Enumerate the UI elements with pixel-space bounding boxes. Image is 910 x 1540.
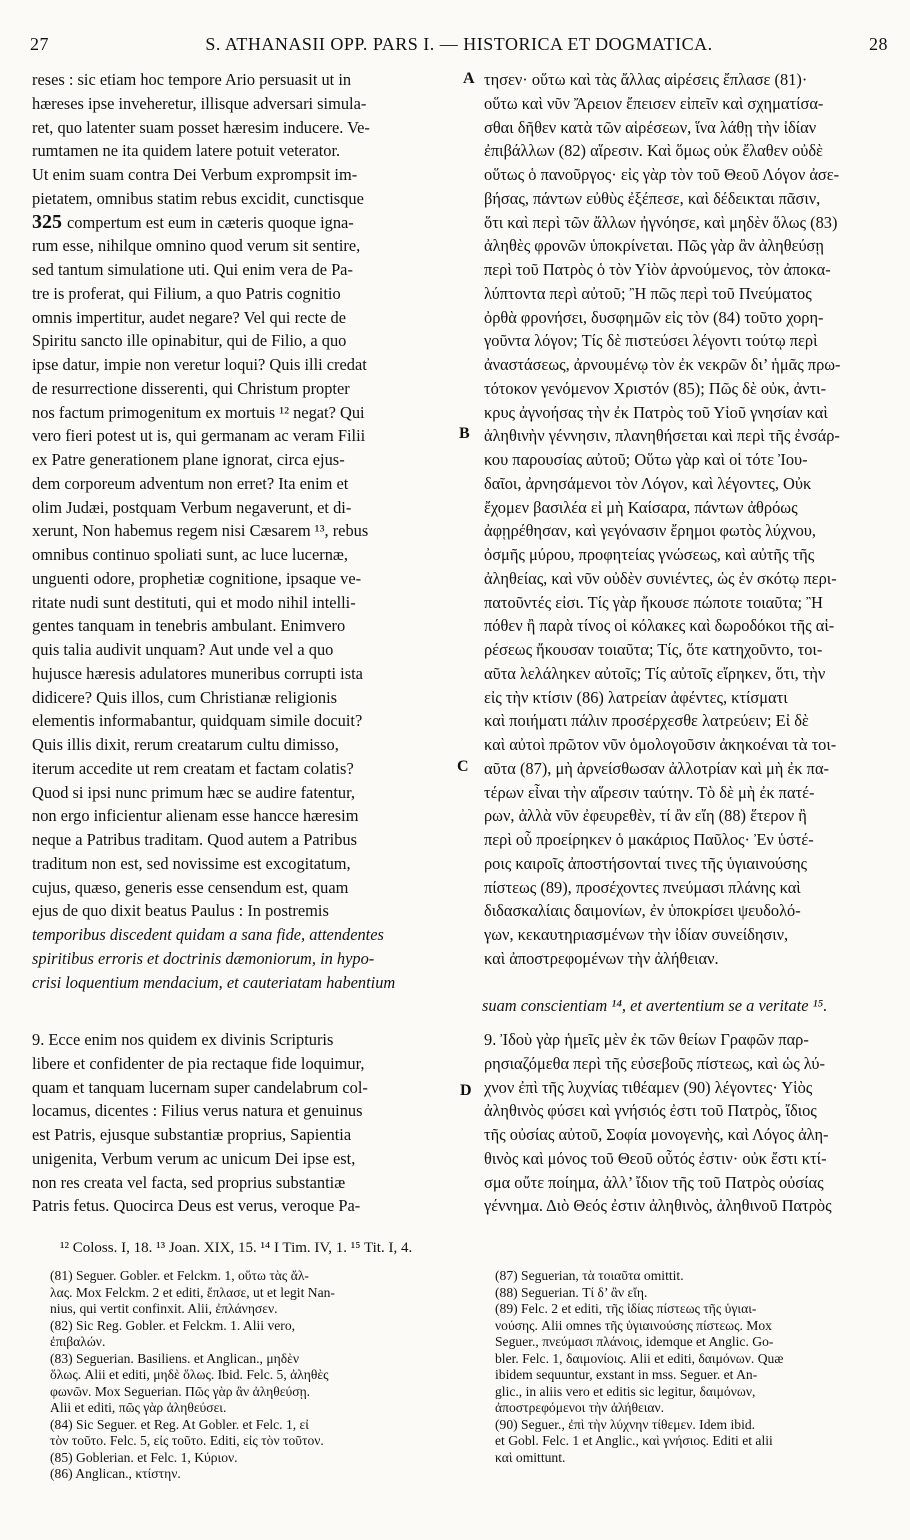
note-line: ὅλως. Alii et editi, μηδὲ ὅλως. Ibid. Felc. 5, ἀληθὲς (50, 1367, 329, 1382)
running-title: S. ATHANASII OPP. PARS I. — HISTORICA ET DOGMATICA. (205, 34, 713, 54)
latin-text-line: de resurrectione disserenti, qui Christum propter (32, 378, 350, 398)
greek-section-line: χνον ἐπὶ τῆς λυχνίας τιθέαμεν (90) λέγοντες· Υἱὸς (484, 1077, 813, 1097)
greek-text-line: κρυς ἀγνοήσας τὴν ἐκ Πατρὸς τοῦ Υἱοῦ γνησίαν καὶ (484, 402, 828, 422)
latin-text-line: cujus, quæso, generis esse censendum est, quam (32, 877, 349, 897)
critical-notes-right (495, 1268, 895, 1466)
greek-text-line: κου παρουσίας αὐτοῦ; Οὕτω γὰρ καὶ οἱ τότε Ἰου- (484, 450, 808, 469)
note-line: glic., in aliis vero et editis sic legitur, δαιμόνων, (495, 1383, 756, 1399)
latin-text-line: Quod si ipsi nunc primum hæc se audire fatentur, (32, 782, 355, 802)
latin-text-line: hujusce hæresis adulatores muneribus corrupti ista (32, 663, 363, 683)
greek-text-line: τησεν· οὕτω καὶ τὰς ἄλλας αἱρέσεις ἔπλασε (81)· (484, 70, 808, 89)
latin-text-line: temporibus discedent quidam a sana fide, attendentes (32, 925, 384, 944)
note-line: λας. Mox Felckm. 2 et editi, ἔπλασε, ut et legit Nan- (50, 1284, 335, 1300)
greek-text-line: διδασκαλίαις δαιμονίων, ἐν ὑποκρίσει ψευδολό- (484, 901, 801, 921)
latin-text-line: ret, quo latenter suam posset hæresim inducere. Ve- (32, 117, 370, 137)
latin-text-line: omnibus continuo spoliati sunt, ac luce lucernæ, (32, 545, 348, 564)
greek-section-9 (484, 1028, 884, 1218)
greek-text-line: ἀληθείας, καὶ νῦν οὐδὲν συνιέντες, ὡς ἐν σκότῳ περι- (484, 568, 837, 588)
greek-section-line: ἀληθινὸς φύσει καὶ γνήσιός ἐστι τοῦ Πατρὸς, ἴδιος (484, 1101, 817, 1121)
latin-text-line: 325 compertum est eum in cæteris quoque igna- (32, 210, 354, 233)
note-line: et Gobl. Felc. 1 et Anglic., καὶ γνήσιος. Editi et alii (495, 1433, 773, 1448)
latin-text-line: quis talia audivit unquam? Aut unde vel a quo (32, 640, 334, 659)
greek-text-line: περὶ τοῦ Πατρὸς ὁ τὸν Υἱὸν ἀρνούμενος, τὸν ἀποκα- (484, 260, 831, 279)
latin-text-line: rum esse, nihilque omnino quod verum sit sentire, (32, 236, 361, 256)
latin-text-line: neque a Patribus traditam. Quod autem a Patribus (32, 830, 358, 849)
greek-text-line: πατοῦντές εἰσι. Τίς γὰρ ἤκουσε πώποτε τοιαῦτα; Ἢ (484, 592, 823, 612)
note-line: (81) Seguer. Gobler. et Felckm. 1, οὕτω τὰς ἄλ- (50, 1268, 309, 1283)
greek-text-line: ἀφῃρέθησαν, καὶ γεγόνασιν ἔρημοι φωτὸς λύχνου, (484, 521, 816, 541)
latin-section-9 (32, 1028, 457, 1218)
greek-text-line: περὶ οὗ προείρηκεν ὁ μακάριος Παῦλος· Ἐν ὑστέ- (484, 830, 814, 849)
latin-text-line: iterum accedite ut rem creatam et factam colatis? (32, 758, 354, 778)
note-line: τὸν τοῦτο. Felc. 5, εἰς τοῦτο. Editi, εἰς τὸν τοῦτον. (50, 1433, 324, 1448)
latin-text-line: ex Patre generationem plane ignorat, circa ejus- (32, 450, 345, 469)
latin-text-line: reses : sic etiam hoc tempore Ario persuasit ut in (32, 70, 352, 89)
latin-text-line: didicere? Quis illos, cum Christianæ religionis (32, 687, 338, 707)
greek-text-line: ρων, ἀλλὰ νῦν ἐφευρεθὲν, τί ἂν εἴη (88) ἕτερον ἢ (484, 806, 807, 826)
note-line: Seguer., πνεύμασι πλάνοις, idemque et Anglic. Go- (495, 1334, 774, 1349)
latin-text-line: Ut enim suam contra Dei Verbum exprompsit im- (32, 165, 358, 184)
greek-text-line: οὕτω καὶ νῦν Ἄρειον ἔπεισεν εἰπεῖν καὶ σχηματίσα- (484, 93, 824, 113)
greek-text-line: λύπτοντα περὶ αὐτοῦ; Ἢ πῶς περὶ τοῦ Πνεύματος (484, 283, 812, 303)
greek-section-line: ρησιαζόμεθα περὶ τῆς εὐσεβοῦς πίστεως, καὶ ὡς λύ- (484, 1053, 826, 1073)
greek-text-line: καὶ ἀποστρεφομένων τὴν ἀλήθειαν. (484, 948, 719, 968)
note-line: ἐπιβαλών. (50, 1334, 106, 1349)
margin-letter-b: B (459, 425, 470, 442)
note-line: (83) Seguerian. Basiliens. et Anglican., μηδὲν (50, 1350, 299, 1366)
column-number: 325 (32, 210, 67, 233)
greek-section-line: σμα οὔτε ποίημα, ἀλλ’ ἴδιον τῆς τοῦ Πατρὸς οὐσίας (484, 1172, 824, 1192)
latin-text-line: pietatem, omnibus statim rebus excidit, cunctisque (32, 188, 364, 208)
greek-column (484, 68, 884, 971)
latin-tail-line: suam conscientiam ¹⁴, et avertentium se a veritate ¹⁵. (482, 996, 828, 1016)
note-line: (88) Seguerian. Τί δ’ ἂν εἴη. (495, 1284, 648, 1300)
note-line: (84) Sic Seguer. et Reg. At Gobler. et Felc. 1, εἰ (50, 1416, 309, 1432)
latin-section-line: locamus, dicentes : Filius verus natura et genuinus (32, 1101, 363, 1121)
latin-section-line: quam et tanquam lucernam super candelabrum col- (32, 1077, 368, 1097)
greek-text-line: πίστεως (89), προσέχοντες πνεύμασι πλάνης καὶ (484, 877, 801, 897)
latin-text-line: unguenti odore, prophetiæ cognitione, ipsaque ve- (32, 568, 362, 588)
latin-text-line: Quis illis dixit, rerum creatarum cultu dimisso, (32, 735, 339, 754)
greek-text-line: ἔχομεν βασιλέα εἰ μὴ Καίσαρα, πάντων ἀθρόως (484, 497, 798, 517)
latin-text-line: olim Judæi, postquam Verbum negaverunt, et di- (32, 497, 352, 517)
latin-text-line: nos factum primogenitum ex mortuis ¹² negat? Qui (32, 402, 365, 422)
note-line: ἀποστρεφόμενοι τὴν ἀλήθειαν. (495, 1400, 665, 1415)
note-line: (86) Anglican., κτίστην. (50, 1466, 181, 1481)
latin-text-line: xerunt, Non habemus regem nisi Cæsarem ¹³, rebus (32, 521, 369, 541)
latin-text-line: Spiritu sancto ille opinabitur, qui de Filio, a quo (32, 331, 347, 351)
greek-text-line: τότοκον γενόμενον Χριστόν (85); Πῶς δὲ οὐκ, ἀντι- (484, 378, 827, 398)
note-line: (89) Felc. 2 et editi, τῆς ἰδίας πίστεως τῆς ὑγιαι- (495, 1301, 757, 1316)
latin-text-line: gentes tanquam in tenebris ambulant. Enimvero (32, 616, 346, 636)
scripture-references: ¹² Coloss. I, 18. ¹³ Joan. XIX, 15. ¹⁴ I Tim. IV, 1. ¹⁵ Tit. I, 4. (60, 1240, 413, 1256)
greek-text-line: τέρων εἶναι τὴν αἵρεσιν ταύτην. Τὸ δὲ μὴ ἐκ πατέ- (484, 782, 815, 802)
greek-section-line: θινὸς καὶ μόνος τοῦ Θεοῦ οὗτός ἐστιν· οὐκ ἔστι κτί- (484, 1148, 827, 1168)
note-line: ibidem sequuntur, exstant in mss. Seguer. et An- (495, 1367, 758, 1382)
greek-text-line: ἀληθινὴν γέννησιν, πλανηθήσεται καὶ περὶ τῆς ἐνσάρ- (484, 426, 840, 446)
greek-text-line: ὅτι καὶ περὶ τῶν ἄλλων ἠγνόησε, καὶ μηδὲν ὅλως (83) (484, 212, 838, 232)
latin-section-line: libere et confidenter de pia rectaque fide loquimur, (32, 1053, 365, 1073)
note-line: nius, qui vertit confinxit. Alii, ἐπλάνησεν. (50, 1301, 278, 1316)
greek-text-line: οὕτως ὁ πανοῦργος· εἰς γὰρ τὸν τοῦ Θεοῦ Λόγον ἀσε- (484, 165, 840, 184)
greek-text-line: ὀρθὰ φρονήσει, δυσφημῶν εἰς τὸν (84) τοῦτο χορη- (484, 307, 824, 327)
latin-text-line: hæreses ipse inveheretur, illisque adversari simula- (32, 93, 367, 113)
latin-text-line: dem corporeum adventum non erret? Ita enim et (32, 473, 349, 493)
greek-text-line: πόθεν ἢ παρὰ τίνος οἱ κόλακες καὶ δωροδόκοι τῆς αἱ- (484, 616, 835, 636)
latin-section-line: non res creata vel facta, sed proprius substantiæ (32, 1172, 346, 1192)
latin-section-line: unigenita, Verbum verum ac unicum Dei ipse est, (32, 1148, 356, 1168)
note-line: bler. Felc. 1, δαιμονίοις. Alii et editi, δαιμόνων. Quæ (495, 1350, 784, 1366)
latin-text-line: elementis informabantur, quidquam simile docuit? (32, 711, 363, 731)
latin-section-line: est Patris, ejusque substantiæ proprius, Sapientia (32, 1125, 352, 1144)
greek-section-line: 9. Ἰδοὺ γὰρ ἡμεῖς μὲν ἐκ τῶν θείων Γραφῶν παρ- (484, 1030, 809, 1049)
latin-text-line: ritate nudi sunt destituti, qui et modo nihil intelli- (32, 592, 356, 612)
note-line: νούσης. Alii omnes τῆς ὑγιαινούσης πίστεως. Mox (495, 1317, 772, 1333)
latin-text-line: rumtamen ne ita quidem latere potuit veterator. (32, 141, 341, 161)
note-line: φωνῶν. Mox Seguerian. Πῶς γὰρ ἂν ἀληθεύσῃ. (50, 1383, 311, 1399)
greek-text-line: αῦτα λελάληκεν αὐτοῖς; Τίς αὐτοῖς εἴρηκεν, ὅτι, τὴν (484, 663, 826, 683)
greek-text-line: γοῦντα λόγον; Τίς δὲ πιστεύσει λέγοντι τούτῳ περὶ (484, 331, 818, 351)
note-line: (82) Sic Reg. Gobler. et Felckm. 1. Alii vero, (50, 1317, 296, 1333)
left-page-number: 27 (30, 34, 49, 54)
greek-section-line: γέννημα. Διὸ Θεός ἐστιν ἀληθινὸς, ἀληθινοῦ Πατρὸς (484, 1196, 832, 1216)
greek-text-line: γων, κεκαυτηριασμένων τὴν ἰδίαν συνείδησιν, (484, 925, 789, 944)
greek-text-line: αῦτα (87), μὴ ἀρνείσθωσαν ἀλλοτρίαν καὶ μὴ ἐκ πα- (484, 758, 829, 778)
note-line: Alii et editi, πῶς γὰρ ἀληθεύσει. (50, 1400, 227, 1415)
note-line: (90) Seguer., ἐπὶ τὴν λύχνην τίθεμεν. Idem ibid. (495, 1416, 756, 1432)
greek-text-line: ἀναστάσεως, ἀρνουμένῳ τὸν ἐκ νεκρῶν δι’ ἡμᾶς πρω- (484, 355, 841, 374)
latin-text-line: sed tantum simulatione uti. Qui enim vera de Pa- (32, 260, 353, 279)
margin-letter-a: A (463, 70, 475, 87)
greek-text-line: ἀληθὲς φρονῶν ὑποκρίνεται. Πῶς γὰρ ἂν ἀληθεύσῃ (484, 236, 824, 256)
greek-section-line: τῆς οὐσίας αὐτοῦ, Σοφία μονογενὴς, καὶ Λόγος ἀλη- (484, 1125, 829, 1144)
greek-text-line: δαῖοι, ἀρνησάμενοι τὸν Λόγον, καὶ λέγοντες, Οὐκ (484, 473, 812, 493)
latin-section-line: 9. Ecce enim nos quidem ex divinis Scripturis (32, 1030, 334, 1049)
latin-text-line: ipse datur, impie non veretur loqui? Quis illi credat (32, 355, 367, 374)
latin-section-line: Patris fetus. Quocirca Deus est verus, veroque Pa- (32, 1196, 361, 1216)
greek-text-line: εἰς τὴν κτίσιν (86) λατρείαν ἀφέντες, κτίσματι (484, 687, 788, 707)
latin-text-line: spiritibus erroris et doctrinis dæmoniorum, in hypo- (32, 948, 375, 968)
greek-text-line: ρέσεως ἤκουσαν τοιαῦτα; Τίς, ὅτε κατηχοῦντο, τοι- (484, 640, 823, 659)
margin-letter-d: D (460, 1082, 472, 1099)
greek-text-line: ἐπιβάλλων (82) αἵρεσιν. Καὶ ὅμως οὐκ ἔλαθεν οὐδὲ (484, 141, 823, 161)
latin-text-line: tre is proferat, qui Filium, a quo Patris cognitio (32, 283, 341, 303)
latin-text-line: vero fieri potest ut is, qui germanam ac veram Filii (32, 426, 366, 446)
latin-text-line: crisi loquentium mendacium, et cauteriatam habentium (32, 972, 396, 992)
latin-text-line: traditum non est, sed novissime est excogitatum, (32, 853, 351, 873)
greek-text-line: σθαι δῆθεν κατὰ τῶν αἱρέσεων, ἵνα λάθῃ τὴν ἰδίαν (484, 117, 817, 137)
greek-text-line: ροις καιροῖς ἀποστήσονταί τινες τῆς ὑγιαινούσης (484, 853, 808, 873)
latin-text-line: non ergo inficientur alienam esse hancce hæresim (32, 806, 359, 826)
note-line: καὶ omittunt. (495, 1449, 566, 1465)
greek-text-line: καὶ ποιήματι πάλιν προσέρχεσθε λατρεύειν; Εἰ δὲ (484, 711, 809, 731)
margin-letter-c: C (457, 758, 469, 775)
note-line: (85) Goblerian. et Felc. 1, Κύριον. (50, 1449, 238, 1465)
critical-notes-left (50, 1268, 460, 1483)
right-page-number: 28 (869, 34, 888, 54)
greek-text-line: ὀσμῆς μύρου, προφητείας γνώσεως, καὶ αὐτῆς τῆς (484, 545, 815, 564)
greek-text-line: βήσας, πάντων εὐθὺς ἐξέπεσε, καὶ δέδεικται πᾶσιν, (484, 188, 821, 208)
latin-text-line: omnis impertitur, audet negare? Vel qui recte de (32, 307, 346, 327)
greek-text-line: καὶ αὐτοὶ πρῶτον νῦν ὁμολογοῦσιν ἀκηκοέναι τὰ τοι- (484, 735, 837, 754)
running-header (30, 34, 888, 58)
note-line: (87) Seguerian, τὰ τοιαῦτα omittit. (495, 1268, 684, 1283)
latin-text-line: ejus de quo dixit beatus Paulus : In postremis (32, 901, 329, 921)
